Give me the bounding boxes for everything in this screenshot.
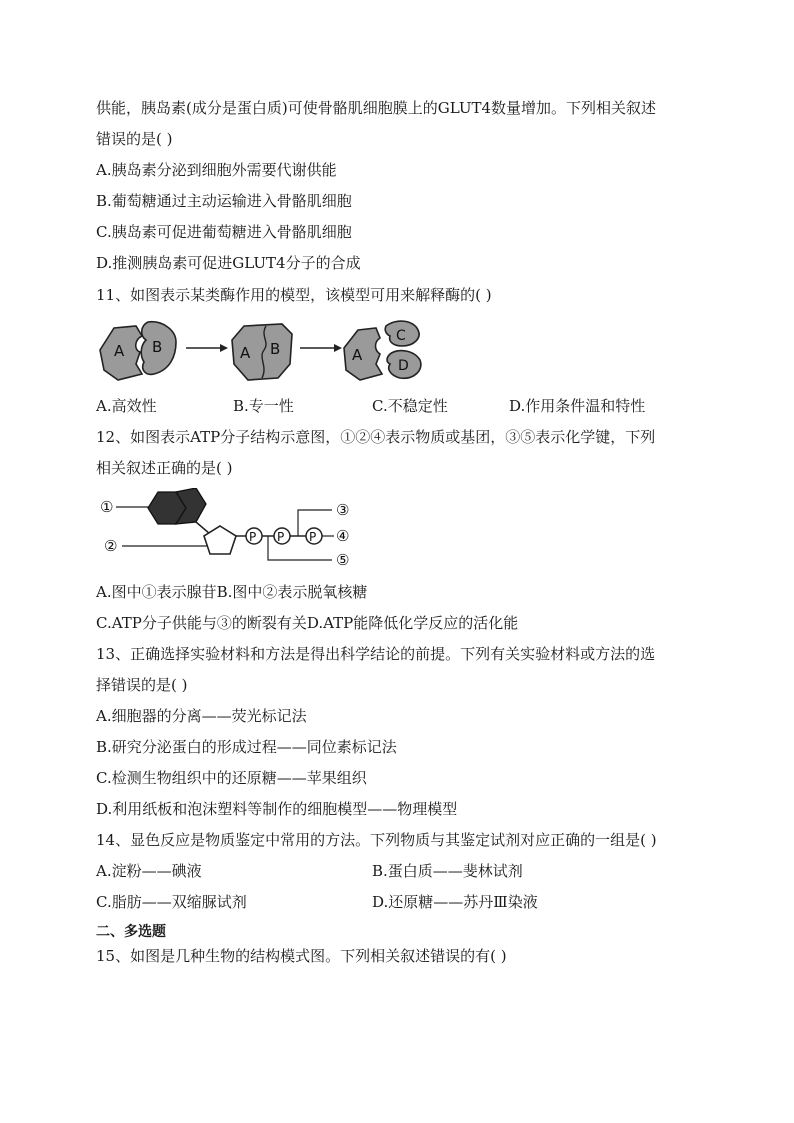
svg-text:P: P [277,530,285,544]
q15-stem: 15、如图是几种生物的结构模式图。下列相关叙述错误的有( ) [96,947,507,965]
q10-option-a: A.胰岛素分泌到细胞外需要代谢供能 [96,161,337,179]
enzyme-substrate-complex [232,324,292,380]
enzyme-a-step1 [100,326,142,380]
product-c [385,321,419,346]
substrate-b-step1 [141,322,176,375]
q10-option-c: C.胰岛素可促进葡萄糖进入骨骼肌细胞 [96,223,352,241]
enzyme-model-figure [96,316,436,392]
ribose-pentagon [204,526,236,554]
svg-text:P: P [249,530,257,544]
adenine-base [148,488,206,524]
substrate-label-b1: B [152,338,163,356]
label-5: ⑤ [336,551,350,569]
q14-stem: 14、显色反应是物质鉴定中常用的方法。下列物质与其鉴定试剂对应正确的一组是( ) [96,831,657,849]
phosphate-1 [246,528,262,544]
phosphate-2 [274,528,290,544]
enzyme-label-a3: A [352,346,363,364]
section-title-multiple-choice: 二、多选题 [96,924,166,940]
q11-stem: 11、如图表示某类酶作用的模型，该模型可用来解释酶的( ) [96,286,492,304]
q11-option-d: D.作用条件温和特性 [509,397,646,415]
q11-option-c: C.不稳定性 [372,397,448,415]
label-4: ④ [336,527,350,545]
q14-option-c: C.脂肪——双缩脲试剂 [96,893,247,911]
label-2: ② [104,537,118,555]
q12-options-line2: C.ATP分子供能与③的断裂有关D.ATP能降低化学反应的活化能 [96,614,519,632]
q14-option-b: B.蛋白质——斐林试剂 [372,862,523,880]
enzyme-label-a1: A [114,342,125,360]
product-d [387,351,421,379]
q11-option-b: B.专一性 [233,397,294,415]
q10-stem-line1: 供能，胰岛素(成分是蛋白质)可使骨骼肌细胞膜上的GLUT4数量增加。下列相关叙述 [96,99,657,117]
label-3: ③ [336,501,350,519]
q14-options-row1 [96,861,736,881]
enzyme-a-step3 [344,328,382,380]
q12-stem-line2: 相关叙述正确的是( ) [96,459,233,477]
product-label-c: C [396,328,406,344]
label-1: ① [100,498,114,516]
phosphate-3 [306,528,322,544]
q11-options [96,396,736,416]
q13-option-d: D.利用纸板和泡沫塑料等制作的细胞模型——物理模型 [96,800,458,818]
arrow-1 [186,344,228,352]
q13-option-a: A.细胞器的分离——荧光标记法 [96,707,307,725]
q12-stem-line1: 12、如图表示ATP分子结构示意图，①②④表示物质或基团，③⑤表示化学键，下列 [96,428,656,446]
enzyme-label-a2: A [240,344,251,362]
q14-option-d: D.还原糖——苏丹Ⅲ染液 [372,893,538,911]
q11-option-a: A.高效性 [96,397,157,415]
q14-option-a: A.淀粉——碘液 [96,862,202,880]
q14-options-row2 [96,892,736,912]
q13-option-b: B.研究分泌蛋白的形成过程——同位素标记法 [96,738,397,756]
q10-stem-line2: 错误的是( ) [96,130,173,148]
q13-stem-line2: 择错误的是( ) [96,676,188,694]
q13-option-c: C.检测生物组织中的还原糖——苹果组织 [96,769,367,787]
q10-option-b: B.葡萄糖通过主动运输进入骨骼肌细胞 [96,192,352,210]
svg-text:P: P [309,530,317,544]
substrate-label-b2: B [270,340,281,358]
q10-option-d: D.推测胰岛素可促进GLUT4分子的合成 [96,254,361,272]
q13-stem-line1: 13、正确选择实验材料和方法是得出科学结论的前提。下列有关实验材料或方法的选 [96,645,656,663]
q12-options-line1: A.图中①表示腺苷B.图中②表示脱氧核糖 [96,583,368,601]
atp-structure-figure [100,488,360,572]
product-label-d: D [398,358,409,374]
arrow-2 [300,344,342,352]
